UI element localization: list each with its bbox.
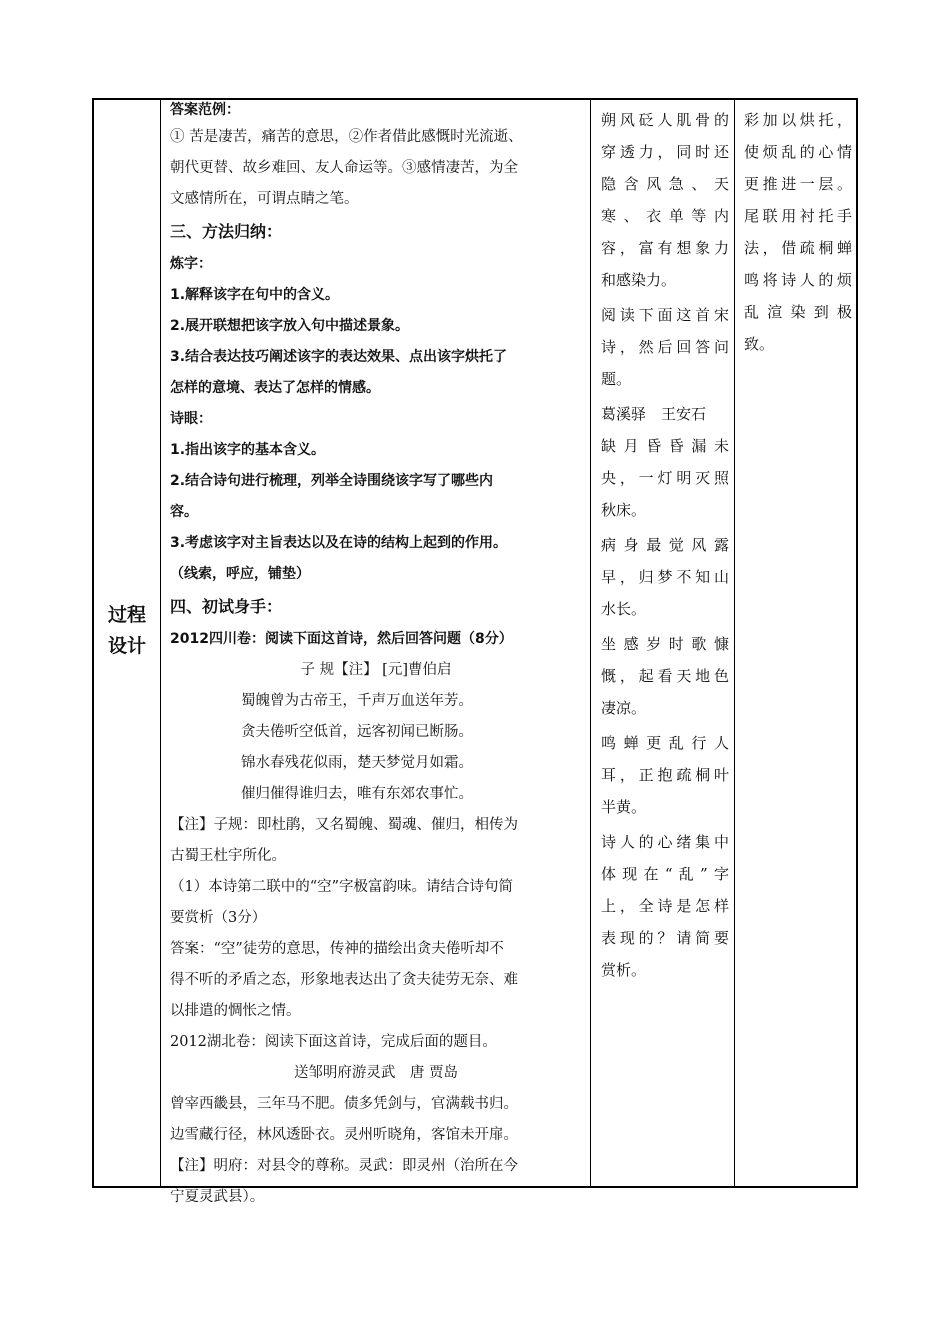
shiyan-item: （线索，呼应，铺垫） bbox=[170, 566, 310, 582]
mid-poem-line: 秋床。 bbox=[601, 501, 647, 519]
q1-note-line: 古蜀王杜宇所化。 bbox=[170, 848, 286, 864]
q1-poem-line: 催归催得谁归去，唯有东郊农事忙。 bbox=[241, 786, 473, 802]
mid-poem-line: 耳，正抱疏桐叶 bbox=[601, 766, 729, 784]
mid-poem-line: 鸣蝉更乱行人 bbox=[601, 734, 729, 752]
column-divider bbox=[590, 100, 591, 1186]
shiyan-item: 2.结合诗句进行梳理，列举全诗围绕该字写了哪些内 bbox=[170, 473, 494, 489]
lianzi-item: 1.解释该字在句中的含义。 bbox=[170, 287, 340, 303]
mid-poem-line: 坐感岁时歌慷 bbox=[601, 635, 729, 653]
mid-question-line: 体现在“乱”字 bbox=[601, 865, 729, 883]
mid-poem-line: 半黄。 bbox=[601, 798, 647, 816]
mid-poem-title: 葛溪驿 王安石 bbox=[601, 405, 707, 423]
mid-question-line: 上，全诗是怎样 bbox=[601, 897, 729, 915]
q2-poem-line: 边雪藏行径，林风透卧衣。灵州听晓角，客馆未开扉。 bbox=[170, 1127, 518, 1143]
row-label-line: 设计 bbox=[107, 635, 146, 657]
q2-note-line: 宁夏灵武县）。 bbox=[170, 1189, 265, 1205]
shiyan-title: 诗眼： bbox=[170, 411, 212, 427]
q2-poem-line: 曾宰西畿县，三年马不肥。债多凭剑与，官满载书归。 bbox=[170, 1096, 518, 1112]
q1-answer-line: 答案：“空”徒劳的意思，传神的描绘出贪夫倦听却不 bbox=[170, 941, 504, 957]
right-text-line: 使烦乱的心情 bbox=[744, 143, 852, 161]
answer-example-line: ① 苦是凄苦，痛苦的意思，②作者借此感慨时光流逝、 bbox=[170, 129, 523, 145]
row-label-line: 过程 bbox=[107, 604, 146, 626]
mid-poem-line: 病身最觉风露 bbox=[601, 536, 729, 554]
column-divider bbox=[734, 100, 735, 1186]
q2-note-line: 【注】明府：对县令的尊称。灵武：即灵州（治所在今 bbox=[170, 1158, 518, 1174]
right-text-line: 乱渲染到极 bbox=[744, 303, 852, 321]
right-column bbox=[744, 104, 852, 360]
mid-question-line: 赏析。 bbox=[601, 961, 647, 979]
main-column bbox=[170, 98, 582, 1213]
q2-intro: 2012湖北卷：阅读下面这首诗，完成后面的题目。 bbox=[170, 1034, 497, 1050]
lianzi-item: 3.结合表达技巧阐述该字的表达效果、点出该字烘托了 bbox=[170, 349, 508, 365]
answer-example-line: 文感情所在，可谓点睛之笔。 bbox=[170, 191, 359, 207]
right-text-line: 法，借疏桐蝉 bbox=[744, 239, 852, 257]
shiyan-item: 1.指出该字的基本含义。 bbox=[170, 442, 326, 458]
right-text-line: 尾联用衬托手 bbox=[744, 207, 852, 225]
q1-answer-line: 以排遣的惆怅之情。 bbox=[170, 1003, 301, 1019]
row-label bbox=[94, 600, 160, 662]
lianzi-item: 怎样的意境、表达了怎样的情感。 bbox=[170, 380, 380, 396]
lianzi-title: 炼字： bbox=[170, 256, 212, 272]
right-text-line: 彩加以烘托， bbox=[744, 111, 852, 129]
mid-poem-line: 慨，起看天地色 bbox=[601, 667, 729, 685]
right-text-line: 致。 bbox=[744, 335, 775, 353]
mid-poem-line: 早，归梦不知山 bbox=[601, 568, 729, 586]
mid-poem-line: 水长。 bbox=[601, 600, 647, 618]
mid-text-line: 题。 bbox=[601, 370, 632, 388]
mid-text-line: 朔风砭人肌骨的 bbox=[601, 111, 729, 129]
q1-poem-line: 锦水春残花似雨，楚天梦觉月如霜。 bbox=[241, 755, 473, 771]
q1-poem-line: 蜀魄曾为古帝王，千声万血送年芳。 bbox=[241, 693, 473, 709]
answer-example-title: 答案范例： bbox=[170, 102, 240, 118]
mid-text-line: 诗，然后回答问 bbox=[601, 338, 729, 356]
shiyan-item: 3.考虑该字对主旨表达以及在诗的结构上起到的作用。 bbox=[170, 535, 508, 551]
mid-poem-line: 央，一灯明灭照 bbox=[601, 469, 729, 487]
mid-text-line: 寒、衣单等内 bbox=[601, 207, 729, 225]
mid-text-line: 隐含风急、天 bbox=[601, 175, 729, 193]
mid-question-line: 表现的？请简要 bbox=[601, 929, 729, 947]
lianzi-item: 2.展开联想把该字放入句中描述景象。 bbox=[170, 318, 410, 334]
lesson-table bbox=[92, 98, 858, 1205]
right-text-line: 更推进一层。 bbox=[744, 175, 852, 193]
mid-question-line: 诗人的心绪集中 bbox=[601, 833, 729, 851]
mid-text-line: 阅读下面这首宋 bbox=[601, 306, 729, 324]
mid-text-line: 和感染力。 bbox=[601, 271, 677, 289]
answer-example-line: 朝代更替、故乡难回、友人命运等。③感情凄苦，为全 bbox=[170, 160, 518, 176]
q1-poem-title: 子 规【注】 [元]曹伯启 bbox=[300, 662, 452, 678]
section4-heading: 四、初试身手： bbox=[170, 597, 283, 616]
q2-poem-title: 送邹明府游灵武 唐 贾岛 bbox=[293, 1065, 459, 1081]
shiyan-item: 容。 bbox=[170, 504, 198, 520]
mid-text-line: 穿透力，同时还 bbox=[601, 143, 729, 161]
mid-poem-line: 凄凉。 bbox=[601, 699, 647, 717]
q1-poem-line: 贪夫倦听空低首，远客初闻已断肠。 bbox=[241, 724, 473, 740]
right-text-line: 鸣将诗人的烦 bbox=[744, 271, 852, 289]
q1-intro: 2012四川卷：阅读下面这首诗，然后回答问题（8分） bbox=[170, 631, 513, 647]
q1-question-line: （1）本诗第二联中的“空”字极富韵味。请结合诗句简 bbox=[170, 879, 514, 895]
q1-note-line: 【注】子规：即杜鹃，又名蜀魄、蜀魂、催归，相传为 bbox=[170, 817, 518, 833]
q1-question-line: 要赏析（3分） bbox=[170, 910, 267, 926]
q1-answer-line: 得不听的矛盾之态，形象地表达出了贪夫徒劳无奈、难 bbox=[170, 972, 518, 988]
section3-heading: 三、方法归纳： bbox=[170, 222, 283, 241]
mid-poem-line: 缺月昏昏漏未 bbox=[601, 437, 729, 455]
column-divider bbox=[160, 100, 161, 1186]
mid-text-line: 容，富有想象力 bbox=[601, 239, 729, 257]
mid-column bbox=[601, 104, 729, 986]
